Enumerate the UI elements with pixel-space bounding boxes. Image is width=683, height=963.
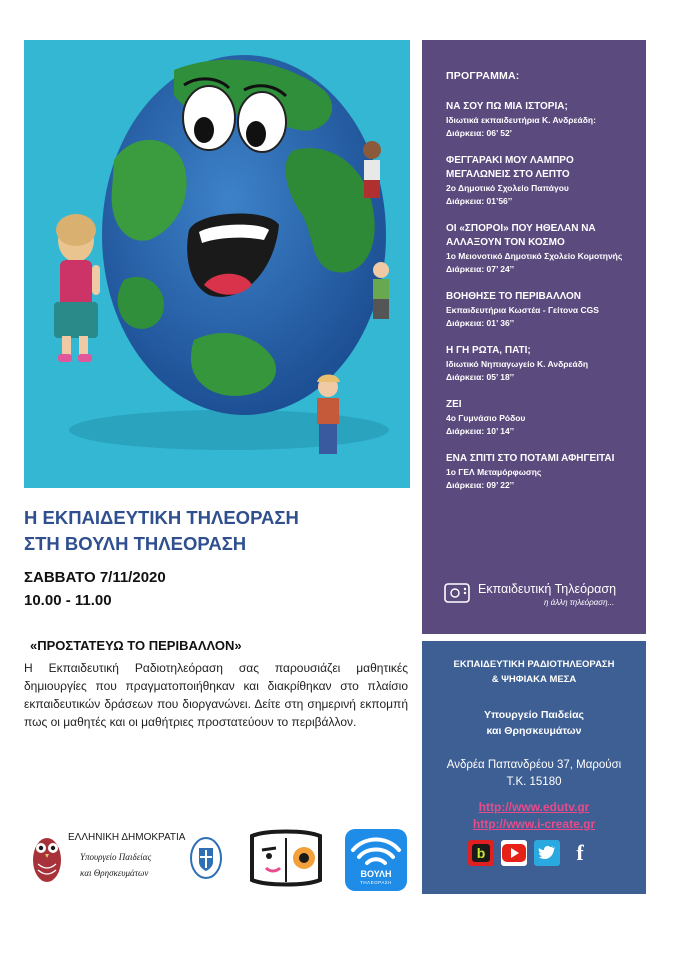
main-title-line1: Η ΕΚΠΑΙΔΕΥΤΙΚΗ ΤΗΛΕΟΡΑΣΗ [24, 507, 299, 528]
edutv-brand: Εκπαιδευτική Τηλεόραση [478, 582, 617, 596]
program-item-duration: Διάρκεια: 09’ 22’’ [446, 480, 515, 490]
hero-photo [24, 40, 410, 488]
program-item-duration: Διάρκεια: 07’ 24’’ [446, 264, 515, 274]
program-item-source: Ιδιωτικό Νηπιαγωγείο Κ. Ανδρεάδη [446, 359, 589, 369]
edutv-link[interactable]: http://www.edutv.gr [478, 800, 590, 814]
show-description: Η Εκπαιδευτική Ραδιοτηλεόραση σας παρουσιάζει μαθητικές δημιουργίες που πραγματοποιήθηκαν και διακρίθηκαν στο πλαίσιο εκπαιδευτικών δράσεων που διοργανώνει. Δείτε στη σημερινή εκπομπή πως οι μαθητές και οι μαθήτριες προστατεύουν το περιβάλλον. [24, 661, 408, 729]
program-item [446, 154, 636, 208]
program-item-source: 1ο Μειονοτικό Δημοτικό Σχολείο Κομοτηνής [446, 251, 623, 261]
program-panel [422, 40, 646, 634]
org-name-line2: & ΨΗΦΙΑΚΑ ΜΕΣΑ [491, 674, 577, 685]
owl-icon [30, 826, 64, 886]
icreate-link[interactable]: http://www.i-create.gr [472, 817, 596, 831]
toy-figure [363, 141, 381, 198]
program-item-source: 2ο Δημοτικό Σχολείο Παπάγου [446, 183, 569, 193]
program-item-source: Ιδιωτικά εκπαιδευτήρια Κ. Ανδρεάδη: [446, 115, 596, 125]
greece-logo-line3: και Θρησκευμάτων [80, 868, 149, 878]
twitter-icon[interactable] [534, 840, 560, 866]
org-name-line1: ΕΚΠΑΙΔΕΥΤΙΚΗ ΡΑΔΙΟΤΗΛΕΟΡΑΣΗ [453, 659, 615, 670]
program-heading: ΠΡΟΓΡΑΜΜΑ: [446, 70, 520, 82]
program-item-title: ΕΝΑ ΣΠΙΤΙ ΣΤΟ ΠΟΤΑΜΙ ΑΦΗΓΕΙΤΑΙ [446, 453, 615, 464]
toy-figure [373, 262, 389, 319]
facebook-icon[interactable]: f [576, 840, 584, 865]
program-item [446, 290, 636, 330]
ministry-line1: Υπουργείο Παιδείας [484, 709, 584, 721]
program-item-duration: Διάρκεια: 06’ 52’ [446, 128, 513, 138]
earth-craft-illustration [24, 40, 410, 488]
program-item-title: ΦΕΓΓΑΡΑΚΙ ΜΟΥ ΛΑΜΠΡΟ ΜΕΓΑΛΩΝΕΙΣ ΣΤΟ ΛΕΠΤΟ [446, 155, 574, 180]
edutv-logo [444, 579, 634, 609]
program-item-duration: Διάρκεια: 01’ 36’’ [446, 318, 515, 328]
greece-logo-line1: ΕΛΛΗΝΙΚΗ ΔΗΜΟΚΡΑΤΙΑ [68, 832, 186, 843]
toy-figure [317, 375, 340, 455]
program-item-title: ΟΙ «ΣΠΟΡΟΙ» ΠΟΥ ΗΘΕΛΑΝ ΝΑ ΑΛΛΑΞΟΥΝ ΤΟΝ ΚΟΣΜΟ [446, 223, 596, 248]
contact-panel [422, 641, 646, 894]
main-title [24, 505, 414, 557]
program-item-source: Εκπαιδευτήρια Κωστέα - Γείτονα CGS [446, 305, 599, 315]
b-icon[interactable] [468, 840, 494, 866]
broadcast-time: 10.00 - 11.00 [24, 592, 112, 609]
tv-icon [444, 581, 472, 605]
main-title-line2: ΣΤΗ ΒΟΥΛΗ ΤΗΛΕΟΡΑΣΗ [24, 533, 247, 554]
vouli-logo-line1: ΒΟΥΛΗ [360, 869, 392, 879]
youtube-icon[interactable] [501, 840, 527, 866]
program-item-title: Η ΓΗ ΡΩΤΑ, ΠΑΤΙ; [446, 345, 531, 356]
program-item-title: ΒΟΗΘΗΣΕ ΤΟ ΠΕΡΙΒΑΛΛΟΝ [446, 291, 582, 302]
svg-text:b: b [476, 845, 486, 861]
program-item [446, 344, 636, 384]
greece-logo-line2: Υπουργείο Παιδείας [80, 852, 152, 862]
vouli-tv-logo [345, 829, 407, 891]
program-item-duration: Διάρκεια: 05’ 18’’ [446, 372, 515, 382]
program-item-duration: Διάρκεια: 01’56’’ [446, 196, 513, 206]
edutv-tagline: η άλλη τηλεόραση... [544, 598, 615, 607]
program-item [446, 452, 636, 492]
program-item [446, 100, 636, 140]
program-item [446, 398, 636, 438]
broadcast-date: ΣΑΒΒΑΤΟ 7/11/2020 [24, 569, 166, 586]
signal-icon [345, 829, 407, 869]
program-item-title: ΝΑ ΣΟΥ ΠΩ ΜΙΑ ΙΣΤΟΡΙΑ; [446, 101, 568, 112]
vouli-logo-line2: ΤΗΛΕΟΡΑΣΗ [360, 880, 392, 885]
show-subtitle: «ΠΡΟΣΤΑΤΕΥΩ ΤΟ ΠΕΡΙΒΑΛΛΟΝ» [30, 638, 242, 653]
ministry-line2: και Θρησκευμάτων [486, 725, 582, 737]
address-line2: Τ.Κ. 15180 [506, 776, 562, 788]
address-line1: Ανδρέα Παπανδρέου 37, Μαρούσι [446, 759, 622, 771]
face-logo-icon [246, 828, 326, 890]
program-item-duration: Διάρκεια: 10’ 14’’ [446, 426, 515, 436]
program-item [446, 222, 636, 276]
social-links [468, 840, 593, 866]
program-item-title: ΖΕΙ [446, 399, 462, 410]
program-item-source: 1ο ΓΕΛ Μεταμόρφωσης [446, 467, 542, 477]
program-item-source: 4ο Γυμνάσιο Ρόδου [446, 413, 526, 423]
greek-crest-icon [189, 836, 223, 880]
hellenic-republic-logo [30, 826, 186, 886]
